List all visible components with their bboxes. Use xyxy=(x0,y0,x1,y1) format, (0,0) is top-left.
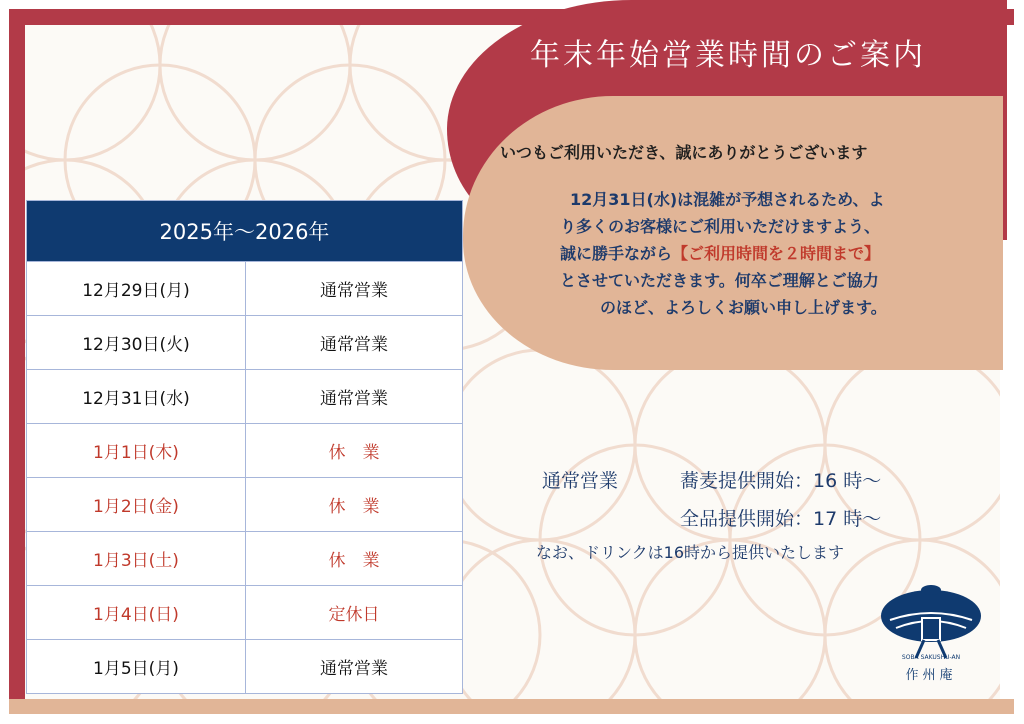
schedule-status: 通常営業 xyxy=(246,640,463,694)
notice-paragraph-body xyxy=(560,213,887,321)
schedule-status: 休 業 xyxy=(246,424,463,478)
table-row xyxy=(27,586,463,640)
schedule-status: 通常営業 xyxy=(246,370,463,424)
logo-kanji: 作州庵 xyxy=(905,668,957,683)
greeting-text: いつもご利用いただき、誠にありがとうございます xyxy=(500,143,868,162)
logo-romaji: SOBA SAKUSHU-AN xyxy=(901,654,961,661)
table-row xyxy=(27,478,463,532)
drink-note: なお、ドリンクは16時から提供いたします xyxy=(536,543,845,562)
all-items-start-time: 全品提供開始：17 時～ xyxy=(680,508,882,530)
table-row xyxy=(27,262,463,316)
schedule-status: 定休日 xyxy=(246,586,463,640)
schedule-status: 休 業 xyxy=(246,532,463,586)
notice-paragraph xyxy=(570,186,885,213)
notice-line-3-text: 誠に勝手ながら xyxy=(560,244,673,263)
notice-line-3 xyxy=(560,240,887,267)
schedule-status: 通常営業 xyxy=(246,262,463,316)
frame-bottom-border xyxy=(9,699,1014,714)
shop-logo xyxy=(876,584,986,684)
schedule-header-row xyxy=(27,201,463,262)
table-row xyxy=(27,370,463,424)
schedule-date: 1月5日(月) xyxy=(27,640,246,694)
schedule-date: 1月2日(金) xyxy=(27,478,246,532)
frame-left-border xyxy=(9,9,25,705)
schedule-date: 12月31日(水) xyxy=(27,370,246,424)
notice-line-1: 12月31日(水)は混雑が予想されるため、よ xyxy=(570,190,885,209)
page-title: 年末年始営業時間のご案内 xyxy=(530,38,926,73)
notice-line-5: のほど、よろしくお願い申し上げます。 xyxy=(600,298,887,317)
schedule-date: 1月3日(土) xyxy=(27,532,246,586)
schedule-date: 1月1日(木) xyxy=(27,424,246,478)
hours-label: 通常営業 xyxy=(542,470,619,492)
table-row xyxy=(27,532,463,586)
notice-emphasis: 【ご利用時間を２時間まで】 xyxy=(672,244,881,263)
schedule-header: 2025年～2026年 xyxy=(27,201,463,262)
table-row xyxy=(27,424,463,478)
schedule-date: 1月4日(日) xyxy=(27,586,246,640)
schedule-status: 通常営業 xyxy=(246,316,463,370)
table-row xyxy=(27,316,463,370)
schedule-status: 休 業 xyxy=(246,478,463,532)
schedule-date: 12月29日(月) xyxy=(27,262,246,316)
table-row xyxy=(27,640,463,694)
notice-line-2: り多くのお客様にご利用いただけますよう、 xyxy=(560,217,881,236)
soba-start-time: 蕎麦提供開始：16 時～ xyxy=(680,470,882,492)
schedule-table xyxy=(26,200,463,694)
schedule-date: 12月30日(火) xyxy=(27,316,246,370)
notice-line-4: とさせていただきます。何卒ご理解とご協力 xyxy=(560,271,879,290)
